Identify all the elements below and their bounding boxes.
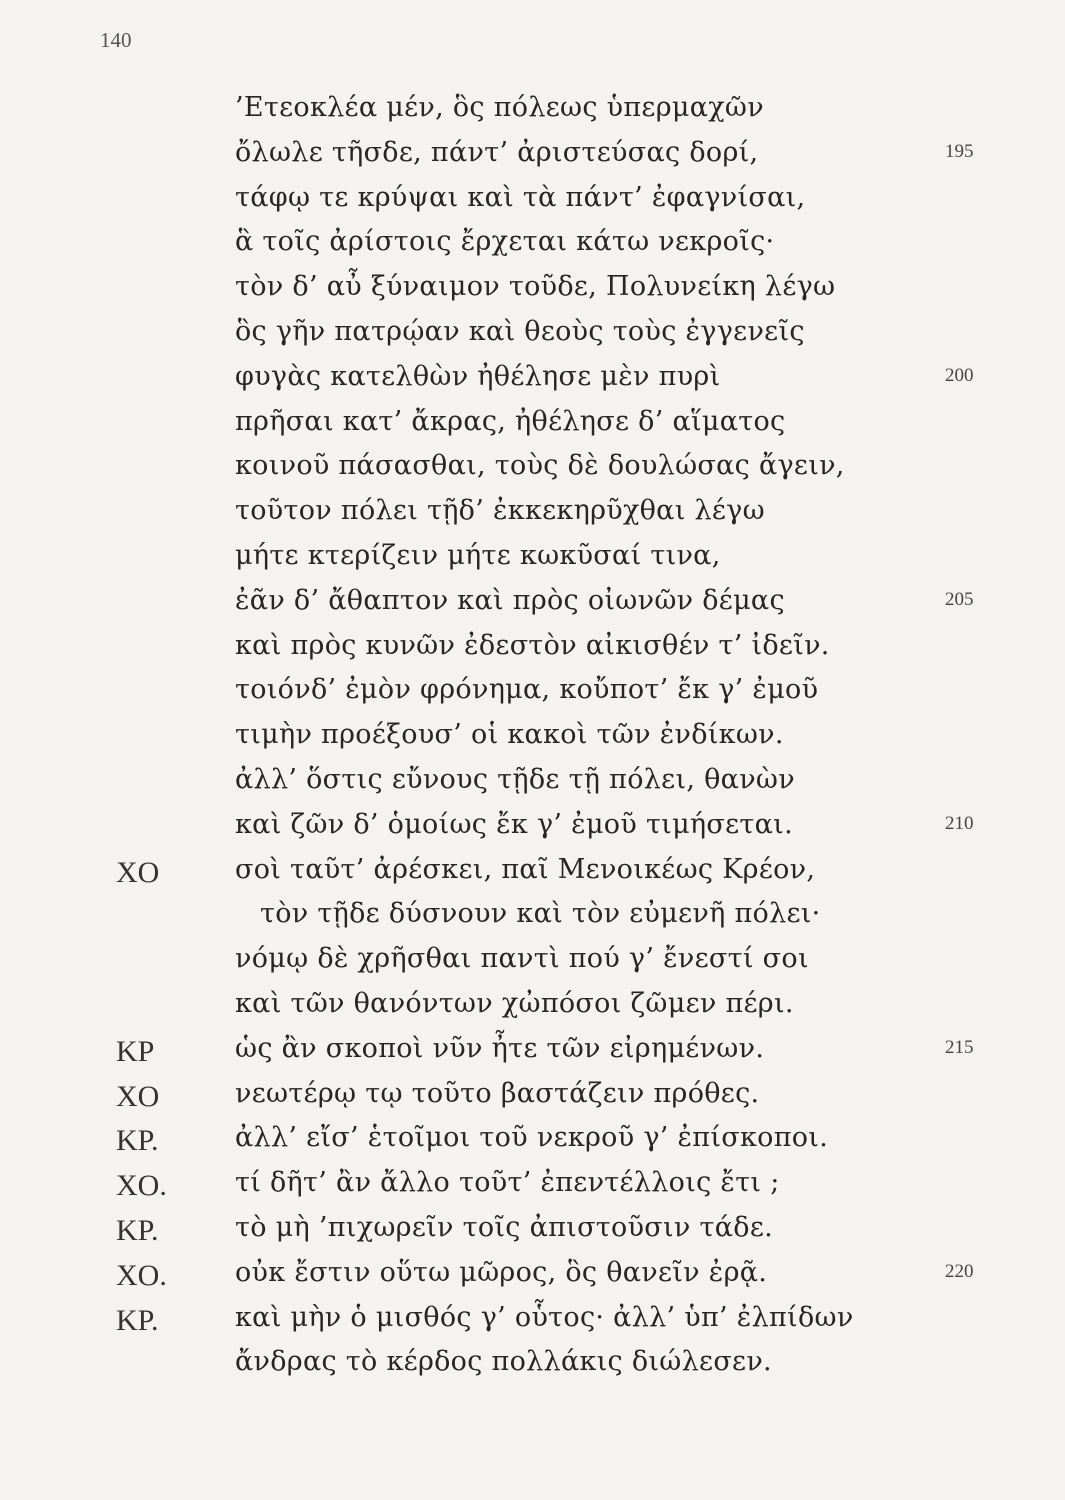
verse-text: ἄνδρας τὸ κέρδος πολλάκις διώλεσεν. [235, 1346, 772, 1378]
verse-text: καὶ πρὸς κυνῶν ἐδεστὸν αἰκισθέν τ’ ἰδεῖν. [235, 629, 830, 661]
verse-line [0, 670, 1065, 715]
verse-text: τάφῳ τε κρύψαι καὶ τὰ πάντ’ ἐφαγνίσαι, [235, 181, 806, 213]
speaker-label: ΧΟ. [116, 1258, 167, 1292]
verse-line [0, 1163, 1065, 1208]
verse-text: ὃς γῆν πατρῴαν καὶ θεοὺς τοὺς ἐγγενεῖς [235, 315, 805, 347]
verse-text: ἃ τοῖς ἀρίστοις ἔρχεται κάτω νεκροῖς· [235, 226, 775, 258]
verse-text: μήτε κτερίζειν μήτε κωκῦσαί τινα, [235, 539, 721, 571]
verse-line [0, 88, 1065, 133]
line-number: 220 [945, 1260, 974, 1282]
verse-line [0, 1029, 1065, 1074]
verse-line [0, 1253, 1065, 1298]
verse-block [0, 88, 1065, 1387]
verse-text: κοινοῦ πάσασθαι, τοὺς δὲ δουλώσας ἄγειν, [235, 450, 845, 482]
speaker-label: ΧΟ [116, 855, 160, 889]
verse-text: τοῦτον πόλει τῇδ’ ἐκκεκηρῦχθαι λέγω [235, 495, 765, 527]
verse-line [0, 805, 1065, 850]
verse-line [0, 850, 1065, 895]
verse-line [0, 1342, 1065, 1387]
verse-line [0, 939, 1065, 984]
verse-line [0, 1208, 1065, 1253]
verse-text: καὶ ζῶν δ’ ὁμοίως ἔκ γ’ ἐμοῦ τιμήσεται. [235, 808, 793, 840]
verse-line [0, 267, 1065, 312]
verse-text: τί δῆτ’ ἂν ἄλλο τοῦτ’ ἐπεντέλλοις ἔτι ; [235, 1167, 780, 1199]
verse-text: τὸν τῇδε δύσνουν καὶ τὸν εὐμενῆ πόλει· [260, 898, 821, 930]
verse-line [0, 1074, 1065, 1119]
verse-line [0, 1298, 1065, 1343]
verse-text: τιμὴν προέξουσ’ οἱ κακοὶ τῶν ἐνδίκων. [235, 719, 784, 751]
speaker-label: ΚΡ. [116, 1213, 159, 1247]
verse-text: ἀλλ’ ὅστις εὔνους τῇδε τῇ πόλει, θανὼν [235, 763, 795, 795]
verse-line [0, 760, 1065, 805]
verse-text: ὡς ἂν σκοποὶ νῦν ἦτε τῶν εἰρημένων. [235, 1032, 765, 1064]
verse-text: τὸ μὴ ’πιχωρεῖν τοῖς ἀπιστοῦσιν τάδε. [235, 1211, 774, 1243]
verse-text: ’Ετεοκλέα μέν, ὃς πόλεως ὑπερμαχῶν [235, 92, 764, 123]
line-number: 215 [945, 1036, 974, 1058]
verse-text: νεωτέρῳ τῳ τοῦτο βαστάζειν πρόθες. [235, 1077, 760, 1109]
verse-text: ἀλλ’ εἴσ’ ἑτοῖμοι τοῦ νεκροῦ γ’ ἐπίσκοποι. [235, 1122, 829, 1154]
verse-line [0, 357, 1065, 402]
speaker-label: ΧΟ [116, 1079, 160, 1113]
page-number: 140 [100, 28, 132, 52]
verse-text: σοὶ ταῦτ’ ἀρέσκει, παῖ Μενοικέως Κρέον, [235, 853, 816, 885]
line-number: 200 [945, 364, 974, 386]
verse-text: φυγὰς κατελθὼν ἠθέλησε μὲν πυρὶ [235, 360, 721, 392]
verse-text: τοιόνδ’ ἐμὸν φρόνημα, κοὔποτ’ ἔκ γ’ ἐμοῦ [235, 674, 819, 706]
verse-line [0, 222, 1065, 267]
verse-line [0, 984, 1065, 1029]
verse-text: καὶ τῶν θανόντων χὠπόσοι ζῶμεν πέρι. [235, 987, 794, 1019]
verse-line [0, 133, 1065, 178]
verse-line [0, 894, 1065, 939]
speaker-label: ΚΡ [116, 1034, 155, 1068]
verse-line [0, 581, 1065, 626]
speaker-label: ΚΡ. [116, 1124, 159, 1158]
line-number: 195 [945, 140, 974, 162]
verse-line [0, 312, 1065, 357]
verse-line [0, 446, 1065, 491]
speaker-label: ΧΟ. [116, 1169, 167, 1203]
verse-text: οὐκ ἔστιν οὕτω μῶρος, ὃς θανεῖν ἐρᾷ. [235, 1256, 768, 1288]
verse-line [0, 402, 1065, 447]
verse-text: πρῆσαι κατ’ ἄκρας, ἠθέλησε δ’ αἵματος [235, 405, 786, 437]
line-number: 210 [945, 812, 974, 834]
verse-text: νόμῳ δὲ χρῆσθαι παντὶ πού γ’ ἔνεστί σοι [235, 943, 809, 975]
line-number: 205 [945, 588, 974, 610]
verse-line [0, 536, 1065, 581]
verse-text: ἐᾶν δ’ ἄθαπτον καὶ πρὸς οἰωνῶν δέμας [235, 584, 785, 616]
speaker-label: ΚΡ. [116, 1303, 159, 1337]
verse-text: ὄλωλε τῆσδε, πάντ’ ἀριστεύσας δορί, [235, 136, 759, 168]
verse-text: καὶ μὴν ὁ μισθός γ’ οὗτος· ἀλλ’ ὑπ’ ἐλπίδων [235, 1301, 854, 1333]
verse-line [0, 491, 1065, 536]
verse-line [0, 715, 1065, 760]
verse-line [0, 178, 1065, 223]
verse-text: τὸν δ’ αὖ ξύναιμον τοῦδε, Πολυνείκη λέγω [235, 271, 836, 303]
verse-line [0, 626, 1065, 671]
verse-line [0, 1118, 1065, 1163]
